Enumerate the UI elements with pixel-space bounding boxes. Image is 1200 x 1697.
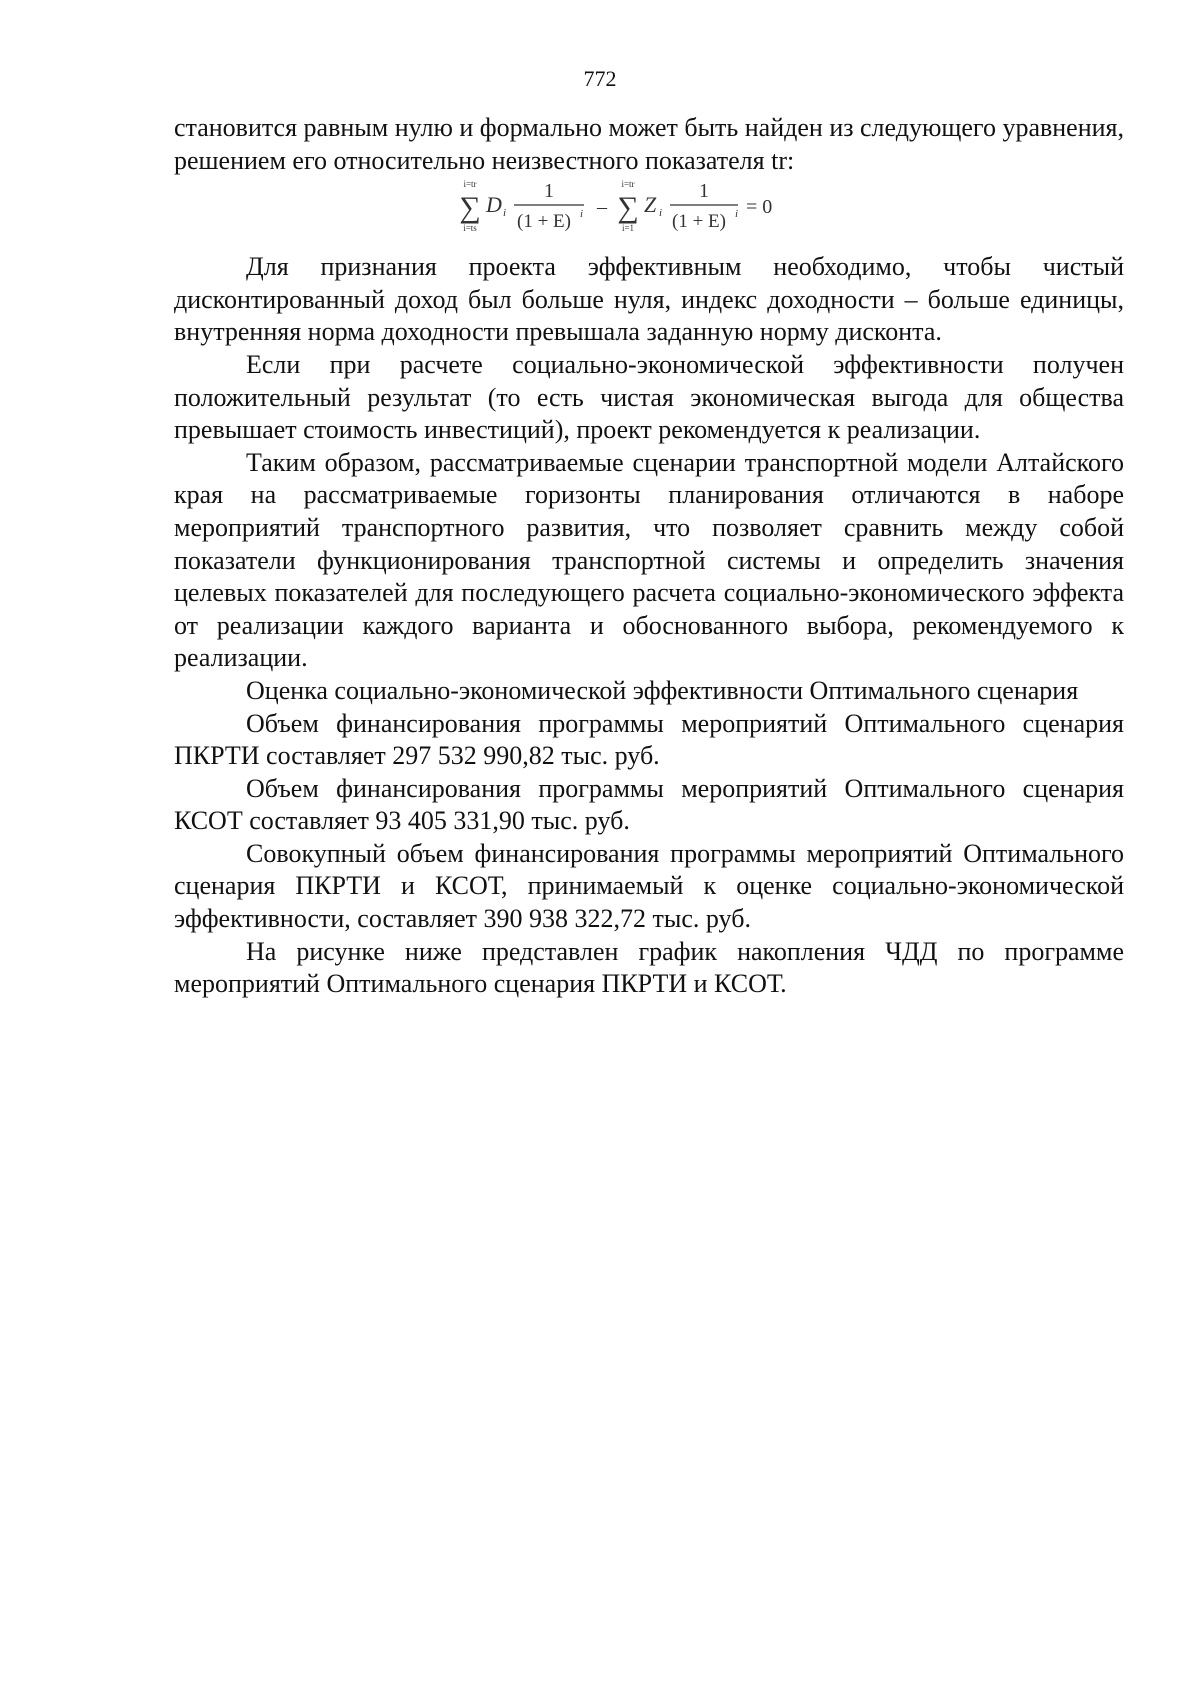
frac2-den: (1 + E): [672, 211, 726, 233]
paragraph-efficiency-criteria: Для признания проекта эффективным необходимо, чтобы чистый дисконтированный доход был больше нуля, индекс доходности – больше единицы, внутренняя норма доходности превышала заданную норму дисконта.: [174, 252, 1124, 347]
frac2-exp: i: [735, 208, 739, 221]
equation-graphic: [456, 177, 796, 249]
sum2-sigma: ∑: [617, 191, 639, 225]
sum1-upper: i=tr: [463, 179, 477, 190]
frac2-num: 1: [699, 180, 709, 203]
npv-equation: [174, 177, 1124, 249]
term-d-sub: i: [503, 207, 507, 220]
paragraph-total-funding: Совокупный объем финансирования программы мероприятий Оптимального сценария ПКРТИ и КСОТ, принимаемый к оценке социально-экономической эффективности, составляет 390 938 322,72 тыс. руб.: [174, 838, 1124, 934]
sum1-lower: i=ts: [463, 223, 477, 234]
frac1-exp: i: [580, 208, 584, 221]
frac1-den: (1 + E): [517, 211, 571, 233]
sum2-upper: i=tr: [621, 179, 635, 190]
paragraph-pkrti-funding: Объем финансирования программы мероприятий Оптимального сценария ПКРТИ составляет 297 532 990,82 тыс. руб.: [174, 708, 1124, 771]
section-heading-optimal: Оценка социально-экономической эффективности Оптимального сценария: [246, 675, 1079, 705]
document-body: [174, 112, 1124, 1001]
term-z: Z: [644, 192, 657, 218]
paragraph-intro: становится равным нулю и формально может быть найден из следующего уравнения, решением его относительно неизвестного показателя tr:: [174, 113, 1125, 175]
sum2-lower: i=1: [621, 223, 635, 234]
paragraph-figure-intro: На рисунке ниже представлен график накопления ЧДД по программе мероприятий Оптимального сценария ПКРТИ и КСОТ.: [174, 936, 1124, 999]
equals-zero: = 0: [746, 196, 773, 219]
paragraph-positive-result: Если при расчете социально-экономической эффективности получен положительный результат (то есть чистая экономическая выгода для общества превышает стоимость инвестиций), проект рекомендуется к реализации.: [174, 349, 1124, 445]
page-number: 772: [583, 66, 617, 91]
frac1-num: 1: [544, 180, 554, 203]
term-d: D: [486, 192, 502, 218]
term-z-sub: i: [659, 207, 663, 220]
minus-sign: –: [597, 196, 607, 219]
paragraph-ksot-funding: Объем финансирования программы мероприятий Оптимального сценария КСОТ составляет 93 405 331,90 тыс. руб.: [174, 773, 1124, 836]
paragraph-scenarios: Таким образом, рассматриваемые сценарии транспортной модели Алтайского края на рассматриваемые горизонты планирования отличаются в наборе мероприятий транспортного развития, что позволяет сравнить между собой показатели функционирования транспортной системы и определить значения целевых показателей для последующего расчета социально-экономического эффекта от реализации каждого варианта и обоснованного выбора, рекомендуемого к реализации.: [174, 447, 1124, 673]
sum1-sigma: ∑: [459, 191, 481, 225]
